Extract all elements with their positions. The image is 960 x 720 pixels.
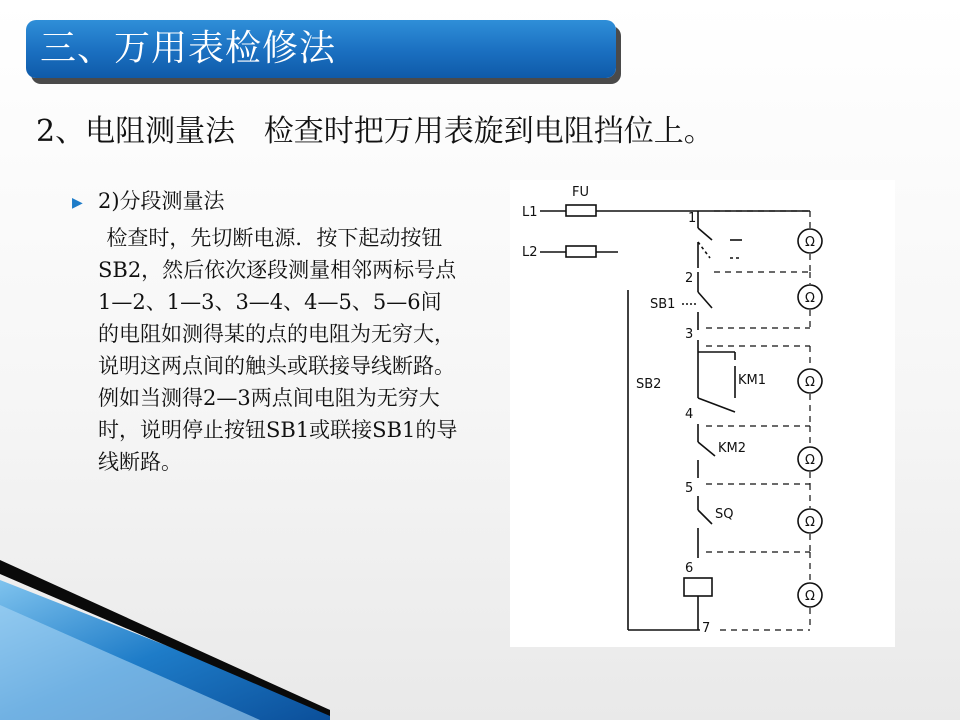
label-sb1: SB1 [650,297,676,312]
label-fu: FU [572,185,589,200]
fuse-fu2 [566,246,596,257]
coil-km [684,578,712,596]
triangle-bullet-icon: ▶ [72,195,83,211]
label-km2: KM2 [718,441,747,456]
label-sb2: SB2 [636,377,662,392]
body-paragraph: 检查时，先切断电源．按下起动按钮SB2，然后依次逐段测量相邻两标号点1—2、1—3、3—4、4—5、5—6间的电阻如测得某的点的电阻为无穷大，说明这两点间的触头或联接导线断路。例如当测得2—3两点间电阻为无穷大时，说明停止按钮SB1或联接SB1的导线断路。 [98,226,458,474]
slide-subtitle: 2、电阻测量法 检查时把万用表旋到电阻挡位上。 [36,114,714,149]
ohm-symbol-5: Ω [805,515,815,530]
node-4: 4 [685,407,694,422]
label-km1: KM1 [738,373,767,388]
ohm-symbol-3: Ω [805,375,815,390]
fuse-fu1 [566,205,596,216]
slide-title: 三、万用表检修法 [40,28,337,69]
ohm-symbol-1: Ω [805,235,815,250]
ohm-symbol-2: Ω [805,291,815,306]
ohm-symbol-6: Ω [805,589,815,604]
node-7: 7 [702,621,711,636]
label-sq: SQ [715,507,734,522]
node-3: 3 [685,327,694,342]
node-6: 6 [685,561,694,576]
section-heading: 2)分段测量法 [98,189,225,213]
ohm-symbol-4: Ω [805,453,815,468]
node-5: 5 [685,481,694,496]
title-bar [26,20,616,78]
label-l2: L2 [522,245,538,260]
circuit-diagram [510,180,895,647]
node-1: 1 [688,211,697,226]
node-2: 2 [685,271,694,286]
label-l1: L1 [522,205,538,220]
decorative-swoosh [0,560,330,720]
